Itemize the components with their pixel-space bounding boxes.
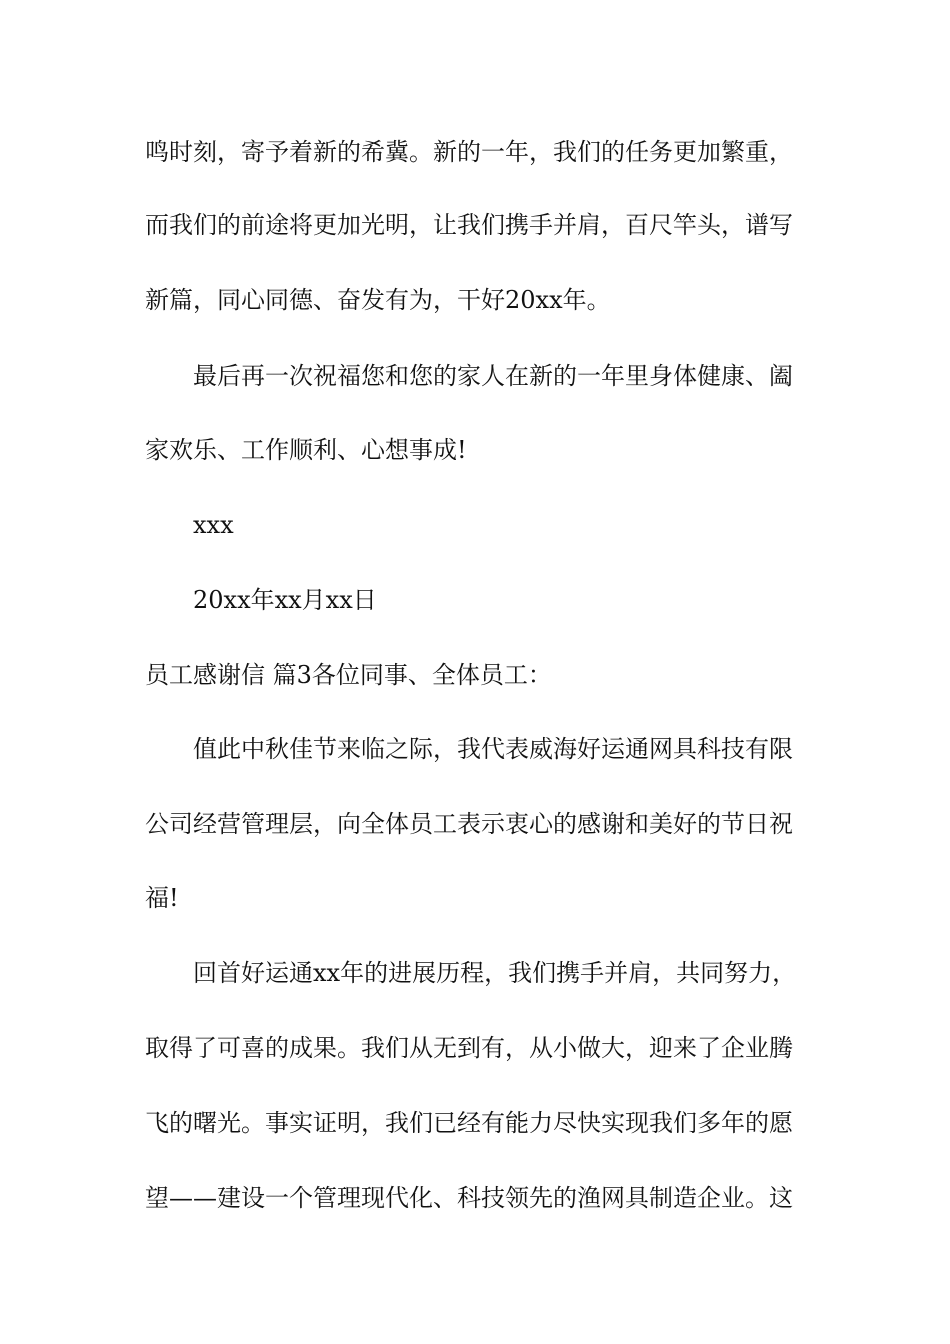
text-line: 公司经营管理层，向全体员工表示衷心的感谢和美好的节日祝 (145, 810, 793, 838)
text-line: 而我们的前途将更加光明，让我们携手并肩，百尺竿头，谱写 (145, 211, 793, 239)
section-heading: 员工感谢信 篇3各位同事、全体员工： (145, 661, 552, 689)
text-line: 新篇，同心同德、奋发有为，干好20xx年。 (145, 286, 611, 314)
text-line: 望——建设一个管理现代化、科技领先的渔网具制造企业。这 (145, 1184, 793, 1212)
text-line: 取得了可喜的成果。我们从无到有，从小做大，迎来了企业腾 (145, 1034, 793, 1062)
text-line: 回首好运通xx年的进展历程，我们携手并肩，共同努力， (193, 959, 797, 987)
text-line: 家欢乐、工作顺利、心想事成! (145, 436, 467, 464)
text-line: 鸣时刻，寄予着新的希冀。新的一年，我们的任务更加繁重， (145, 138, 793, 166)
signature: xxx (193, 511, 234, 539)
date: 20xx年xx月xx日 (193, 586, 377, 614)
text-line: 值此中秋佳节来临之际，我代表威海好运通网具科技有限 (193, 735, 793, 763)
text-line: 福! (145, 884, 179, 912)
text-line: 飞的曙光。事实证明，我们已经有能力尽快实现我们多年的愿 (145, 1109, 793, 1137)
text-line: 最后再一次祝福您和您的家人在新的一年里身体健康、阖 (193, 362, 793, 390)
